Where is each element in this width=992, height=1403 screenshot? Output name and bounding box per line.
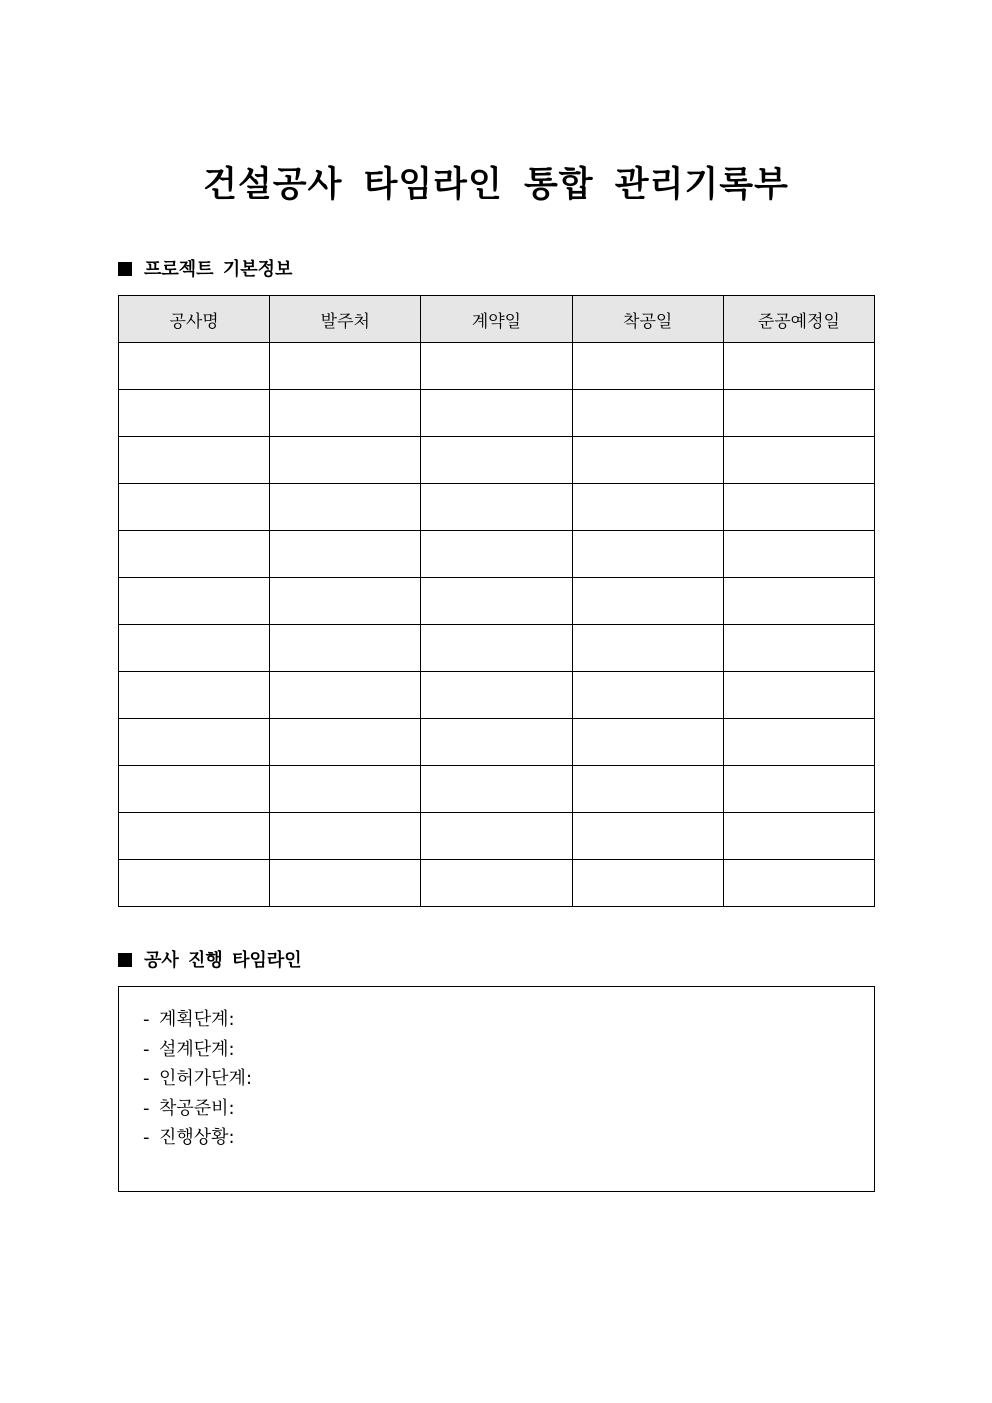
table-row: [119, 343, 875, 390]
table-cell[interactable]: [723, 437, 874, 484]
table-header-row: [119, 296, 875, 343]
section-heading-project-info: [118, 258, 292, 282]
dash-bullet-icon: -: [143, 1068, 150, 1089]
dash-bullet-icon: -: [143, 1127, 150, 1148]
table-cell[interactable]: [119, 625, 270, 672]
table-cell[interactable]: [119, 343, 270, 390]
table-cell[interactable]: [572, 860, 723, 907]
table-cell[interactable]: [270, 860, 421, 907]
timeline-item-label: 착공준비:: [159, 1097, 235, 1119]
table-cell[interactable]: [270, 390, 421, 437]
table-cell[interactable]: [421, 343, 572, 390]
table-row: [119, 766, 875, 813]
dash-bullet-icon: -: [143, 1038, 150, 1060]
table-cell[interactable]: [572, 390, 723, 437]
table-cell[interactable]: [270, 766, 421, 813]
table-cell[interactable]: [270, 437, 421, 484]
table-cell[interactable]: [572, 625, 723, 672]
table-cell[interactable]: [421, 484, 572, 531]
table-cell[interactable]: [270, 343, 421, 390]
table-cell[interactable]: [723, 860, 874, 907]
table-cell[interactable]: [119, 672, 270, 719]
timeline-item-label: 설계단계:: [159, 1038, 235, 1060]
table-cell[interactable]: [572, 766, 723, 813]
timeline-item-label: 진행상황:: [159, 1127, 235, 1148]
table-row: [119, 625, 875, 672]
table-cell[interactable]: [572, 578, 723, 625]
timeline-item-label: 인허가단계:: [159, 1068, 253, 1089]
table-row: [119, 484, 875, 531]
timeline-item: [143, 1094, 874, 1124]
table-cell[interactable]: [723, 390, 874, 437]
table-cell[interactable]: [572, 531, 723, 578]
table-cell[interactable]: [421, 578, 572, 625]
table-cell[interactable]: [723, 531, 874, 578]
section-heading-label: 프로젝트 기본정보: [144, 259, 293, 280]
timeline-list: [119, 987, 874, 1153]
table-cell[interactable]: [421, 766, 572, 813]
table-cell[interactable]: [421, 813, 572, 860]
table-cell[interactable]: [270, 625, 421, 672]
table-cell[interactable]: [421, 860, 572, 907]
table-cell[interactable]: [723, 578, 874, 625]
column-header: 발주처: [270, 296, 421, 343]
timeline-item: [143, 1064, 874, 1094]
page-title: 건설공사 타임라인 통합 관리기록부: [203, 165, 789, 205]
project-info-table: [118, 295, 875, 907]
dash-bullet-icon: -: [143, 1097, 150, 1119]
table-cell[interactable]: [270, 484, 421, 531]
dash-bullet-icon: -: [143, 1009, 150, 1030]
timeline-box: [118, 986, 875, 1192]
table-cell[interactable]: [572, 437, 723, 484]
table-cell[interactable]: [723, 484, 874, 531]
table-cell[interactable]: [270, 813, 421, 860]
table-cell[interactable]: [723, 766, 874, 813]
table-cell[interactable]: [119, 390, 270, 437]
table-cell[interactable]: [723, 625, 874, 672]
table-cell[interactable]: [119, 531, 270, 578]
table-row: [119, 531, 875, 578]
square-bullet-icon: [118, 262, 132, 276]
table-cell[interactable]: [723, 672, 874, 719]
table-row: [119, 672, 875, 719]
square-bullet-icon: [118, 953, 132, 967]
timeline-item: [143, 1035, 874, 1065]
table-row: [119, 813, 875, 860]
table-cell[interactable]: [119, 484, 270, 531]
table-cell[interactable]: [119, 860, 270, 907]
table-cell[interactable]: [421, 719, 572, 766]
timeline-item: [143, 1123, 874, 1153]
table-cell[interactable]: [119, 766, 270, 813]
column-header: 계약일: [421, 296, 572, 343]
table-cell[interactable]: [119, 578, 270, 625]
table-cell[interactable]: [270, 719, 421, 766]
table-cell[interactable]: [119, 437, 270, 484]
table-cell[interactable]: [421, 625, 572, 672]
table-cell[interactable]: [119, 813, 270, 860]
table-cell[interactable]: [572, 719, 723, 766]
column-header: 공사명: [119, 296, 270, 343]
table-cell[interactable]: [723, 813, 874, 860]
column-header: 준공예정일: [723, 296, 874, 343]
section-heading-timeline: [118, 949, 302, 973]
table-cell[interactable]: [270, 578, 421, 625]
column-header: 착공일: [572, 296, 723, 343]
table-cell[interactable]: [421, 531, 572, 578]
table-cell[interactable]: [421, 672, 572, 719]
table-cell[interactable]: [421, 437, 572, 484]
table-row: [119, 578, 875, 625]
table-cell[interactable]: [119, 719, 270, 766]
timeline-item-label: 계획단계:: [159, 1009, 235, 1030]
table-cell[interactable]: [572, 484, 723, 531]
table-cell[interactable]: [270, 672, 421, 719]
table-row: [119, 390, 875, 437]
table-cell[interactable]: [572, 672, 723, 719]
timeline-item: [143, 1005, 874, 1035]
project-info-table-body: [119, 343, 875, 907]
table-cell[interactable]: [723, 343, 874, 390]
table-cell[interactable]: [270, 531, 421, 578]
table-cell[interactable]: [572, 343, 723, 390]
table-cell[interactable]: [723, 719, 874, 766]
table-row: [119, 437, 875, 484]
table-row: [119, 719, 875, 766]
table-cell[interactable]: [572, 813, 723, 860]
table-row: [119, 860, 875, 907]
section-heading-label: 공사 진행 타임라인: [144, 950, 302, 971]
table-cell[interactable]: [421, 390, 572, 437]
